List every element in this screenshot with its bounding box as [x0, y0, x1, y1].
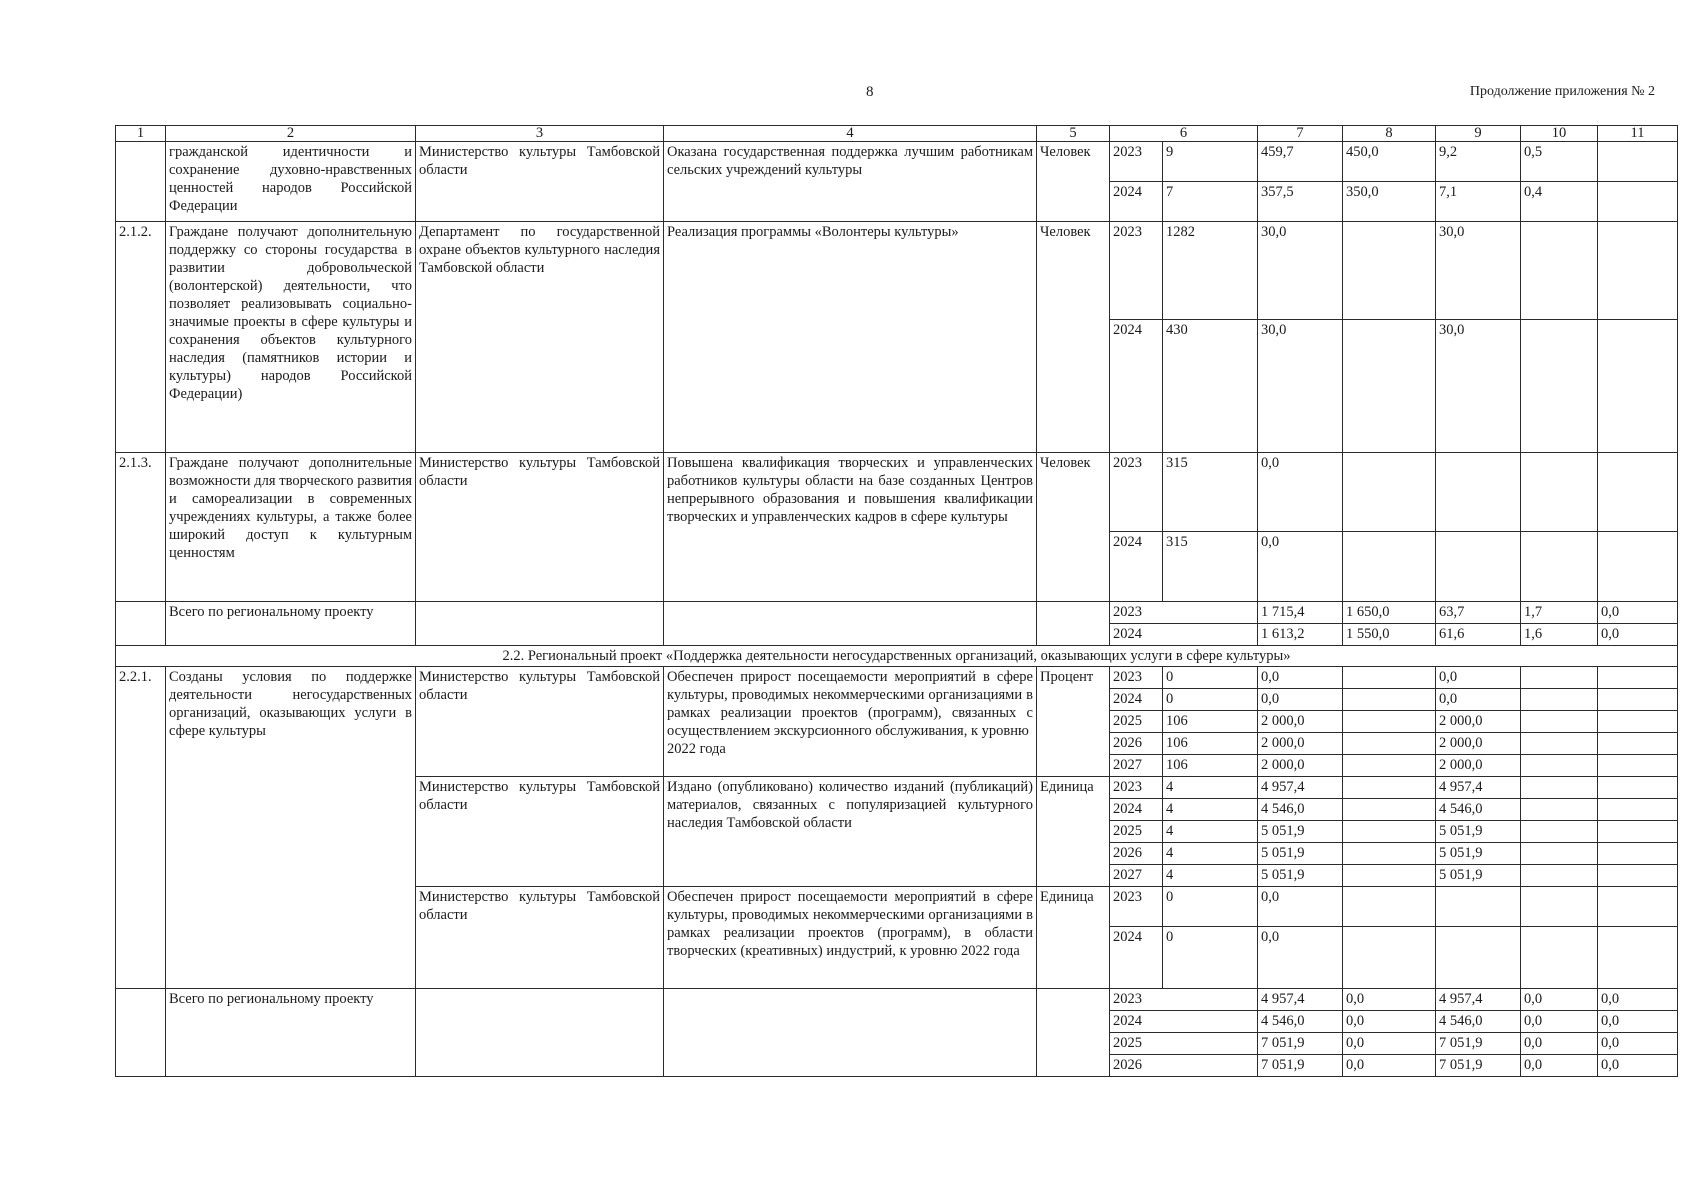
value-cell: 30,0 [1258, 320, 1343, 453]
year-cell: 2026 [1110, 843, 1163, 865]
value-cell: 2 000,0 [1436, 711, 1521, 733]
column-number-row [116, 126, 1678, 142]
value-cell: 0,4 [1521, 182, 1598, 222]
result-cell: Обеспечен прирост посещаемости мероприятий в сфере культуры, проводимых некоммерческими организациями в рамках реализации проектов (программ), в области творческих (креативных) индустрий, к уровню 2022 года [664, 887, 1037, 989]
value-cell [1521, 222, 1598, 320]
value-cell [1598, 777, 1678, 799]
value-cell: 1282 [1163, 222, 1258, 320]
value-cell [1598, 142, 1678, 182]
value-cell: 0,0 [1258, 689, 1343, 711]
value-cell [1436, 887, 1521, 927]
value-cell: 315 [1163, 453, 1258, 532]
value-cell [1598, 821, 1678, 843]
column-number: 7 [1258, 126, 1343, 142]
value-cell [1343, 667, 1436, 689]
column-number: 2 [166, 126, 416, 142]
value-cell [1598, 799, 1678, 821]
year-cell: 2025 [1110, 711, 1163, 733]
value-cell [1521, 799, 1598, 821]
value-cell: 4 546,0 [1436, 799, 1521, 821]
value-cell: 0,0 [1258, 887, 1343, 927]
total-label: Всего по региональному проекту [166, 602, 416, 646]
value-cell [1598, 182, 1678, 222]
goal-cell: Граждане получают дополнительную поддержку со стороны государства в развитии добровольческой (волонтерской) деятельности, что позволяет реализовывать социально-значимые проекты в сфере культуры и сохранения объектов культурного наследия (памятников истории и культуры) народов Российской Федерации) [166, 222, 416, 453]
value-cell [1598, 667, 1678, 689]
value-cell: 30,0 [1436, 222, 1521, 320]
table-row [116, 222, 1678, 320]
goal-cell: Граждане получают дополнительные возможности для творческого развития и самореализации в современных учреждениях культуры, а также более широкий доступ к культурным ценностям [166, 453, 416, 602]
value-cell [1343, 865, 1436, 887]
value-cell: 450,0 [1343, 142, 1436, 182]
page-number: 8 [866, 84, 874, 100]
value-cell: 7 051,9 [1258, 1033, 1343, 1055]
result-cell: Издано (опубликовано) количество изданий (публикаций) материалов, связанных с популяризацией культурного наследия Тамбовской области [664, 777, 1037, 887]
value-cell: 0,0 [1258, 927, 1343, 989]
value-cell [1521, 777, 1598, 799]
value-cell: 9,2 [1436, 142, 1521, 182]
value-cell [1343, 777, 1436, 799]
value-cell [1343, 843, 1436, 865]
value-cell: 0,0 [1436, 667, 1521, 689]
value-cell: 0,0 [1598, 1011, 1678, 1033]
value-cell [1598, 887, 1678, 927]
year-cell: 2023 [1110, 777, 1163, 799]
value-cell: 9 [1163, 142, 1258, 182]
year-cell: 2024 [1110, 624, 1258, 646]
org-cell [416, 602, 664, 646]
value-cell: 4 957,4 [1258, 989, 1343, 1011]
value-cell: 4 957,4 [1436, 777, 1521, 799]
value-cell [1343, 222, 1436, 320]
value-cell: 2 000,0 [1258, 733, 1343, 755]
year-cell: 2023 [1110, 453, 1163, 532]
row-number: 2.1.2. [116, 222, 166, 453]
value-cell: 0 [1163, 927, 1258, 989]
year-cell: 2023 [1110, 142, 1163, 182]
year-cell: 2023 [1110, 667, 1163, 689]
value-cell [1521, 667, 1598, 689]
value-cell: 106 [1163, 733, 1258, 755]
value-cell: 0,0 [1343, 1011, 1436, 1033]
value-cell: 0,0 [1598, 602, 1678, 624]
year-cell: 2024 [1110, 320, 1163, 453]
year-cell: 2023 [1110, 602, 1258, 624]
value-cell: 5 051,9 [1258, 865, 1343, 887]
value-cell [1521, 733, 1598, 755]
value-cell [1521, 453, 1598, 532]
value-cell: 0 [1163, 667, 1258, 689]
column-number: 10 [1521, 126, 1598, 142]
result-cell [664, 667, 1037, 777]
value-cell [1598, 755, 1678, 777]
value-cell: 0,0 [1521, 1055, 1598, 1077]
value-cell [1343, 755, 1436, 777]
value-cell [1521, 821, 1598, 843]
value-cell [1343, 711, 1436, 733]
value-cell [1436, 532, 1521, 602]
value-cell: 1 613,2 [1258, 624, 1343, 646]
unit-cell [1037, 602, 1110, 646]
value-cell: 350,0 [1343, 182, 1436, 222]
year-cell: 2026 [1110, 733, 1163, 755]
value-cell: 4 [1163, 865, 1258, 887]
value-cell [1598, 843, 1678, 865]
value-cell [1521, 843, 1598, 865]
value-cell: 30,0 [1258, 222, 1343, 320]
value-cell: 4 546,0 [1436, 1011, 1521, 1033]
value-cell: 5 051,9 [1258, 821, 1343, 843]
result-cell: Оказана государственная поддержка лучшим работникам сельских учреждений культуры [664, 142, 1037, 222]
value-cell [1598, 733, 1678, 755]
value-cell [1343, 689, 1436, 711]
value-cell: 4 [1163, 799, 1258, 821]
value-cell [1436, 927, 1521, 989]
value-cell [1343, 799, 1436, 821]
total-row [116, 602, 1678, 624]
value-cell: 0,0 [1436, 689, 1521, 711]
value-cell: 357,5 [1258, 182, 1343, 222]
value-cell: 0,0 [1598, 989, 1678, 1011]
value-cell: 459,7 [1258, 142, 1343, 182]
year-cell: 2025 [1110, 821, 1163, 843]
value-cell: 0 [1163, 887, 1258, 927]
value-cell: 2 000,0 [1258, 755, 1343, 777]
value-cell: 1,7 [1521, 602, 1598, 624]
result-text: Обеспечен прирост посещаемости мероприятий в сфере культуры, проводимых некоммерческими организациями в рамках реализации проектов (программ), связанных с осуществлением экскурсионного обслуживания, к уровню [667, 669, 1033, 739]
column-number: 6 [1110, 126, 1258, 142]
value-cell: 5 051,9 [1436, 865, 1521, 887]
value-cell: 315 [1163, 532, 1258, 602]
year-cell: 2024 [1110, 689, 1163, 711]
value-cell [1521, 689, 1598, 711]
value-cell: 0,0 [1521, 1033, 1598, 1055]
row-number [116, 989, 166, 1077]
column-number: 3 [416, 126, 664, 142]
row-number: 2.1.3. [116, 453, 166, 602]
value-cell: 0,0 [1258, 453, 1343, 532]
goal-cell: гражданской идентичности и сохранение духовно-нравственных ценностей народов Российской Федерации [166, 142, 416, 222]
year-cell: 2027 [1110, 865, 1163, 887]
value-cell: 5 051,9 [1258, 843, 1343, 865]
value-cell [1343, 733, 1436, 755]
column-number: 11 [1598, 126, 1678, 142]
unit-cell [1037, 989, 1110, 1077]
year-cell: 2024 [1110, 927, 1163, 989]
value-cell: 61,6 [1436, 624, 1521, 646]
result-cell: Повышена квалификация творческих и управленческих работников культуры области на базе созданных Центров непрерывного образования и повышения квалификации творческих и управленческих кадров в сфере культуры [664, 453, 1037, 602]
year-cell: 2024 [1110, 532, 1163, 602]
value-cell [1598, 927, 1678, 989]
value-cell [1436, 453, 1521, 532]
org-cell: Министерство культуры Тамбовской области [416, 887, 664, 989]
value-cell [1598, 865, 1678, 887]
value-cell: 4 [1163, 821, 1258, 843]
value-cell: 0,0 [1343, 1033, 1436, 1055]
unit-cell: Единица [1037, 777, 1110, 887]
year-cell: 2026 [1110, 1055, 1258, 1077]
value-cell: 7,1 [1436, 182, 1521, 222]
column-number: 1 [116, 126, 166, 142]
total-row [116, 989, 1678, 1011]
value-cell [1521, 887, 1598, 927]
value-cell [1521, 927, 1598, 989]
unit-cell: Единица [1037, 887, 1110, 989]
result-cell: Реализация программы «Волонтеры культуры» [664, 222, 1037, 453]
value-cell: 0,0 [1521, 1011, 1598, 1033]
value-cell [1598, 222, 1678, 320]
value-cell: 0,0 [1521, 989, 1598, 1011]
value-cell: 0,0 [1258, 667, 1343, 689]
unit-cell: Процент [1037, 667, 1110, 777]
value-cell: 1 550,0 [1343, 624, 1436, 646]
value-cell: 1 650,0 [1343, 602, 1436, 624]
unit-cell: Человек [1037, 142, 1110, 222]
value-cell [1343, 927, 1436, 989]
value-cell: 106 [1163, 755, 1258, 777]
value-cell: 4 [1163, 843, 1258, 865]
value-cell [1521, 320, 1598, 453]
goal-cell: Созданы условия по поддержке деятельности негосударственных организаций, оказывающих услуги в сфере культуры [166, 667, 416, 989]
value-cell: 2 000,0 [1436, 755, 1521, 777]
year-cell: 2024 [1110, 182, 1163, 222]
value-cell: 1,6 [1521, 624, 1598, 646]
value-cell: 106 [1163, 711, 1258, 733]
value-cell [1598, 689, 1678, 711]
value-cell: 0,0 [1258, 532, 1343, 602]
value-cell: 0,5 [1521, 142, 1598, 182]
value-cell [1598, 711, 1678, 733]
annex-caption: Продолжение приложения № 2 [1469, 84, 1655, 99]
value-cell: 5 051,9 [1436, 821, 1521, 843]
value-cell: 7 051,9 [1436, 1055, 1521, 1077]
year-cell: 2023 [1110, 222, 1163, 320]
table-row [116, 667, 1678, 689]
table-row [116, 142, 1678, 182]
value-cell [1521, 532, 1598, 602]
year-cell: 2023 [1110, 887, 1163, 927]
year-cell: 2024 [1110, 799, 1163, 821]
result-text-tail: 2022 года [667, 741, 726, 757]
value-cell [1598, 453, 1678, 532]
value-cell: 5 051,9 [1436, 843, 1521, 865]
value-cell: 30,0 [1436, 320, 1521, 453]
value-cell: 4 957,4 [1258, 777, 1343, 799]
value-cell [1598, 320, 1678, 453]
value-cell [1521, 755, 1598, 777]
value-cell: 2 000,0 [1258, 711, 1343, 733]
org-cell: Департамент по государственной охране объектов культурного наследия Тамбовской области [416, 222, 664, 453]
value-cell [1343, 453, 1436, 532]
row-number: 2.2.1. [116, 667, 166, 989]
value-cell [1343, 821, 1436, 843]
result-cell [664, 602, 1037, 646]
unit-cell: Человек [1037, 453, 1110, 602]
year-cell: 2025 [1110, 1033, 1258, 1055]
section-title: 2.2. Региональный проект «Поддержка деятельности негосударственных организаций, оказывающих услуги в сфере культуры» [116, 646, 1678, 667]
year-cell: 2027 [1110, 755, 1163, 777]
result-cell [664, 989, 1037, 1077]
value-cell: 0,0 [1343, 989, 1436, 1011]
value-cell: 7 [1163, 182, 1258, 222]
value-cell [1521, 865, 1598, 887]
value-cell: 4 546,0 [1258, 1011, 1343, 1033]
value-cell: 1 715,4 [1258, 602, 1343, 624]
value-cell: 2 000,0 [1436, 733, 1521, 755]
value-cell: 0,0 [1343, 1055, 1436, 1077]
value-cell: 0,0 [1598, 1033, 1678, 1055]
row-number [116, 142, 166, 222]
value-cell: 0,0 [1598, 1055, 1678, 1077]
unit-cell: Человек [1037, 222, 1110, 453]
org-cell: Министерство культуры Тамбовской области [416, 777, 664, 887]
year-cell: 2024 [1110, 1011, 1258, 1033]
value-cell [1598, 532, 1678, 602]
column-number: 8 [1343, 126, 1436, 142]
value-cell: 4 957,4 [1436, 989, 1521, 1011]
value-cell: 7 051,9 [1258, 1055, 1343, 1077]
org-cell: Министерство культуры Тамбовской области [416, 453, 664, 602]
table-row [116, 453, 1678, 532]
org-cell: Министерство культуры Тамбовской области [416, 142, 664, 222]
section-row [116, 646, 1678, 667]
value-cell [1521, 711, 1598, 733]
value-cell [1343, 320, 1436, 453]
year-cell: 2023 [1110, 989, 1258, 1011]
column-number: 9 [1436, 126, 1521, 142]
column-number: 5 [1037, 126, 1110, 142]
value-cell: 63,7 [1436, 602, 1521, 624]
value-cell: 0 [1163, 689, 1258, 711]
row-number [116, 602, 166, 646]
column-number: 4 [664, 126, 1037, 142]
program-table [115, 125, 1678, 1077]
value-cell [1343, 887, 1436, 927]
org-cell [416, 989, 664, 1077]
total-label: Всего по региональному проекту [166, 989, 416, 1077]
value-cell: 7 051,9 [1436, 1033, 1521, 1055]
value-cell: 4 546,0 [1258, 799, 1343, 821]
value-cell: 4 [1163, 777, 1258, 799]
value-cell: 430 [1163, 320, 1258, 453]
value-cell: 0,0 [1598, 624, 1678, 646]
org-cell: Министерство культуры Тамбовской области [416, 667, 664, 777]
value-cell [1343, 532, 1436, 602]
